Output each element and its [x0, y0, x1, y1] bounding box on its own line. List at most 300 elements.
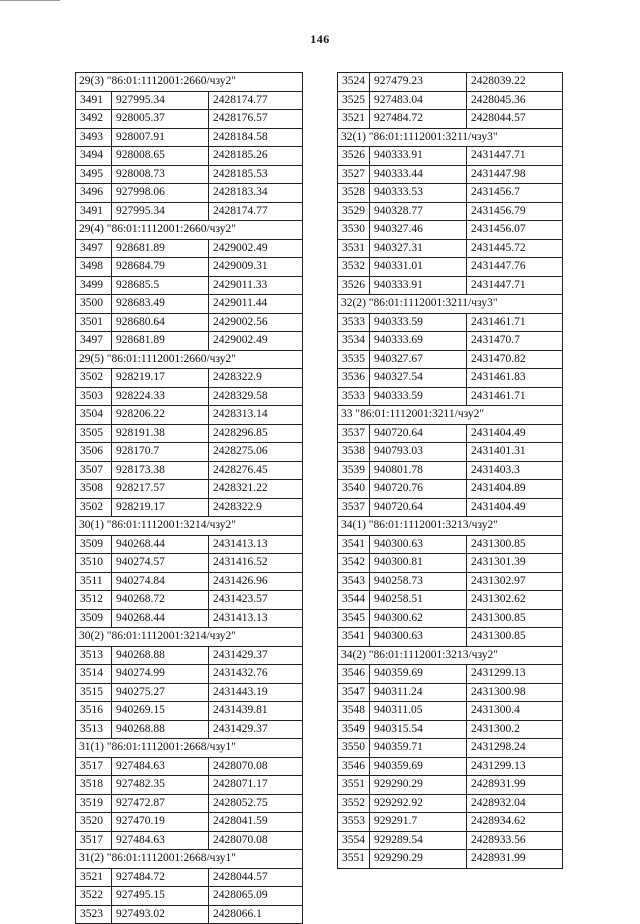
y-coordinate: 2428044.57	[467, 110, 563, 129]
x-coordinate: 940327.46	[370, 221, 467, 240]
table-row	[76, 313, 303, 332]
point-number: 3491	[76, 91, 112, 110]
y-coordinate: 2428184.58	[209, 128, 303, 147]
point-number: 3501	[76, 313, 112, 332]
x-coordinate: 927482.35	[112, 776, 209, 795]
y-coordinate: 2429002.49	[209, 239, 303, 258]
x-coordinate: 940300.81	[370, 554, 467, 573]
table-row	[76, 554, 303, 573]
y-coordinate: 2428045.36	[467, 91, 563, 110]
point-number: 3505	[76, 424, 112, 443]
y-coordinate: 2431447.71	[467, 276, 563, 295]
y-coordinate: 2431300.85	[467, 535, 563, 554]
x-coordinate: 940333.59	[370, 387, 467, 406]
point-number: 3517	[76, 757, 112, 776]
table-row	[338, 424, 563, 443]
table-row	[76, 387, 303, 406]
x-coordinate: 940359.69	[370, 665, 467, 684]
point-number: 3541	[338, 628, 370, 647]
y-coordinate: 2428070.08	[209, 831, 303, 850]
y-coordinate: 2428313.14	[209, 406, 303, 425]
x-coordinate: 940333.53	[370, 184, 467, 203]
y-coordinate: 2429002.56	[209, 313, 303, 332]
x-coordinate: 940801.78	[370, 461, 467, 480]
x-coordinate: 928170.7	[112, 443, 209, 462]
section-header-row	[76, 739, 303, 758]
table-row	[338, 239, 563, 258]
x-coordinate: 927493.02	[112, 905, 209, 924]
table-row	[76, 702, 303, 721]
point-number: 3546	[338, 757, 370, 776]
x-coordinate: 940311.24	[370, 683, 467, 702]
y-coordinate: 2431300.2	[467, 720, 563, 739]
y-coordinate: 2431470.7	[467, 332, 563, 351]
section-header: 29(3) "86:01:1112001:2660/чзу2"	[76, 73, 303, 92]
point-number: 3548	[338, 702, 370, 721]
table-row	[76, 91, 303, 110]
table-row	[338, 813, 563, 832]
y-coordinate: 2429011.33	[209, 276, 303, 295]
table-row	[338, 572, 563, 591]
x-coordinate: 929289.54	[370, 831, 467, 850]
section-header: 30(2) "86:01:1112001:3214/чзу2"	[76, 628, 303, 647]
y-coordinate: 2431300.85	[467, 609, 563, 628]
table-row	[338, 350, 563, 369]
x-coordinate: 940268.44	[112, 609, 209, 628]
y-coordinate: 2428931.99	[467, 850, 563, 869]
y-coordinate: 2431299.13	[467, 665, 563, 684]
y-coordinate: 2431423.57	[209, 591, 303, 610]
section-header: 34(1) "86:01:1112001:3213/чзу2"	[338, 517, 563, 536]
table-row	[76, 239, 303, 258]
table-row	[338, 332, 563, 351]
x-coordinate: 940359.69	[370, 757, 467, 776]
table-row	[338, 276, 563, 295]
point-number: 3537	[338, 424, 370, 443]
y-coordinate: 2431302.97	[467, 572, 563, 591]
table-row	[76, 813, 303, 832]
x-coordinate: 927479.23	[370, 73, 467, 92]
y-coordinate: 2428041.59	[209, 813, 303, 832]
table-row	[76, 147, 303, 166]
point-number: 3540	[338, 480, 370, 499]
point-number: 3506	[76, 443, 112, 462]
section-header: 32(2) "86:01:1112001:3211/чзу3"	[338, 295, 563, 314]
x-coordinate: 940274.84	[112, 572, 209, 591]
point-number: 3539	[338, 461, 370, 480]
table-row	[76, 831, 303, 850]
table-row	[76, 165, 303, 184]
y-coordinate: 2428322.9	[209, 498, 303, 517]
x-coordinate: 927995.34	[112, 202, 209, 221]
point-number: 3497	[76, 332, 112, 351]
x-coordinate: 929292.92	[370, 794, 467, 813]
section-header-row	[338, 406, 563, 425]
table-row	[76, 406, 303, 425]
table-row	[76, 110, 303, 129]
table-row	[76, 480, 303, 499]
point-number: 3513	[76, 720, 112, 739]
x-coordinate: 928681.89	[112, 332, 209, 351]
point-number: 3531	[338, 239, 370, 258]
x-coordinate: 940328.77	[370, 202, 467, 221]
point-number: 3497	[76, 239, 112, 258]
y-coordinate: 2431447.76	[467, 258, 563, 277]
y-coordinate: 2428329.58	[209, 387, 303, 406]
table-row	[338, 258, 563, 277]
section-header-row	[338, 128, 563, 147]
table-row	[338, 591, 563, 610]
section-header: 31(2) "86:01:1112001:2668/чзу1"	[76, 850, 303, 869]
x-coordinate: 940720.76	[370, 480, 467, 499]
point-number: 3502	[76, 498, 112, 517]
x-coordinate: 940269.15	[112, 702, 209, 721]
point-number: 3503	[76, 387, 112, 406]
table-row	[76, 591, 303, 610]
x-coordinate: 940258.51	[370, 591, 467, 610]
table-row	[338, 831, 563, 850]
table-row	[76, 461, 303, 480]
point-number: 3534	[338, 332, 370, 351]
point-number: 3516	[76, 702, 112, 721]
section-header: 32(1) "86:01:1112001:3211/чзу3"	[338, 128, 563, 147]
table-row	[338, 665, 563, 684]
table-row	[338, 794, 563, 813]
y-coordinate: 2428275.06	[209, 443, 303, 462]
section-header-row	[76, 628, 303, 647]
point-number: 3550	[338, 739, 370, 758]
table-row	[338, 387, 563, 406]
table-row	[338, 739, 563, 758]
x-coordinate: 940315.54	[370, 720, 467, 739]
x-coordinate: 928684.79	[112, 258, 209, 277]
x-coordinate: 940333.91	[370, 147, 467, 166]
y-coordinate: 2428931.99	[467, 776, 563, 795]
y-coordinate: 2431456.7	[467, 184, 563, 203]
section-header-row	[76, 73, 303, 92]
point-number: 3525	[338, 91, 370, 110]
y-coordinate: 2431470.82	[467, 350, 563, 369]
y-coordinate: 2431404.49	[467, 424, 563, 443]
table-row	[76, 794, 303, 813]
point-number: 3492	[76, 110, 112, 129]
point-number: 3533	[338, 387, 370, 406]
table-row	[338, 110, 563, 129]
point-number: 3509	[76, 535, 112, 554]
point-number: 3496	[76, 184, 112, 203]
point-number: 3537	[338, 498, 370, 517]
point-number: 3508	[76, 480, 112, 499]
y-coordinate: 2429002.49	[209, 332, 303, 351]
y-coordinate: 2431432.76	[209, 665, 303, 684]
table-body	[338, 73, 563, 869]
x-coordinate: 927495.15	[112, 887, 209, 906]
point-number: 3504	[76, 406, 112, 425]
x-coordinate: 940720.64	[370, 498, 467, 517]
table-row	[338, 73, 563, 92]
point-number: 3515	[76, 683, 112, 702]
x-coordinate: 940268.88	[112, 720, 209, 739]
x-coordinate: 940327.67	[370, 350, 467, 369]
table-row	[76, 665, 303, 684]
table-row	[338, 369, 563, 388]
y-coordinate: 2428174.77	[209, 202, 303, 221]
point-number: 3513	[76, 646, 112, 665]
point-number: 3493	[76, 128, 112, 147]
table-row	[338, 202, 563, 221]
y-coordinate: 2428044.57	[209, 868, 303, 887]
coordinates-table-left	[75, 72, 303, 924]
point-number: 3510	[76, 554, 112, 573]
y-coordinate: 2431301.39	[467, 554, 563, 573]
y-coordinate: 2431456.07	[467, 221, 563, 240]
x-coordinate: 940359.71	[370, 739, 467, 758]
x-coordinate: 928680.64	[112, 313, 209, 332]
y-coordinate: 2431445.72	[467, 239, 563, 258]
x-coordinate: 927484.63	[112, 757, 209, 776]
table-row	[76, 184, 303, 203]
point-number: 3526	[338, 147, 370, 166]
point-number: 3522	[76, 887, 112, 906]
x-coordinate: 928005.37	[112, 110, 209, 129]
point-number: 3554	[338, 831, 370, 850]
point-number: 3511	[76, 572, 112, 591]
x-coordinate: 940333.91	[370, 276, 467, 295]
point-number: 3551	[338, 776, 370, 795]
table-row	[76, 572, 303, 591]
table-row	[76, 369, 303, 388]
point-number: 3529	[338, 202, 370, 221]
y-coordinate: 2428176.57	[209, 110, 303, 129]
y-coordinate: 2429011.44	[209, 295, 303, 314]
x-coordinate: 940311.05	[370, 702, 467, 721]
table-row	[338, 683, 563, 702]
y-coordinate: 2431300.4	[467, 702, 563, 721]
point-number: 3543	[338, 572, 370, 591]
y-coordinate: 2431429.37	[209, 720, 303, 739]
x-coordinate: 940333.44	[370, 165, 467, 184]
point-number: 3520	[76, 813, 112, 832]
y-coordinate: 2428065.09	[209, 887, 303, 906]
y-coordinate: 2431302.62	[467, 591, 563, 610]
table-row	[76, 905, 303, 924]
x-coordinate: 940300.62	[370, 609, 467, 628]
x-coordinate: 929290.29	[370, 850, 467, 869]
x-coordinate: 927470.19	[112, 813, 209, 832]
table-row	[76, 424, 303, 443]
table-row	[338, 850, 563, 869]
x-coordinate: 940268.44	[112, 535, 209, 554]
x-coordinate: 927995.34	[112, 91, 209, 110]
section-header-row	[338, 295, 563, 314]
table-row	[338, 221, 563, 240]
y-coordinate: 2428276.45	[209, 461, 303, 480]
section-header-row	[338, 517, 563, 536]
table-row	[76, 776, 303, 795]
table-row	[76, 276, 303, 295]
y-coordinate: 2431404.89	[467, 480, 563, 499]
point-number: 3524	[338, 73, 370, 92]
section-header-row	[76, 850, 303, 869]
point-number: 3549	[338, 720, 370, 739]
x-coordinate: 940331.01	[370, 258, 467, 277]
table-row	[76, 646, 303, 665]
table-body	[76, 73, 303, 924]
table-row	[338, 91, 563, 110]
section-header-row	[338, 646, 563, 665]
table-row	[76, 757, 303, 776]
point-number: 3502	[76, 369, 112, 388]
y-coordinate: 2431461.71	[467, 313, 563, 332]
table-row	[76, 128, 303, 147]
point-number: 3536	[338, 369, 370, 388]
x-coordinate: 927484.63	[112, 831, 209, 850]
section-header: 34(2) "86:01:1112001:3213/чзу2"	[338, 646, 563, 665]
table-row	[338, 535, 563, 554]
table-row	[338, 498, 563, 517]
point-number: 3546	[338, 665, 370, 684]
y-coordinate: 2428185.53	[209, 165, 303, 184]
x-coordinate: 940300.63	[370, 628, 467, 647]
table-row	[76, 683, 303, 702]
x-coordinate: 940793.03	[370, 443, 467, 462]
x-coordinate: 929290.29	[370, 776, 467, 795]
table-row	[76, 258, 303, 277]
point-number: 3500	[76, 295, 112, 314]
y-coordinate: 2431426.96	[209, 572, 303, 591]
point-number: 3518	[76, 776, 112, 795]
x-coordinate: 928224.33	[112, 387, 209, 406]
table-row	[338, 554, 563, 573]
x-coordinate: 940258.73	[370, 572, 467, 591]
point-number: 3519	[76, 794, 112, 813]
y-coordinate: 2431403.3	[467, 461, 563, 480]
point-number: 3527	[338, 165, 370, 184]
point-number: 3498	[76, 258, 112, 277]
x-coordinate: 929291.7	[370, 813, 467, 832]
y-coordinate: 2431456.79	[467, 202, 563, 221]
y-coordinate: 2431300.98	[467, 683, 563, 702]
point-number: 3494	[76, 147, 112, 166]
point-number: 3535	[338, 350, 370, 369]
y-coordinate: 2428052.75	[209, 794, 303, 813]
section-header-row	[76, 517, 303, 536]
x-coordinate: 928219.17	[112, 369, 209, 388]
table-row	[338, 776, 563, 795]
y-coordinate: 2431447.98	[467, 165, 563, 184]
section-header-row	[76, 350, 303, 369]
x-coordinate: 927484.72	[370, 110, 467, 129]
table-row	[338, 461, 563, 480]
coordinates-table-right	[337, 72, 563, 869]
table-row	[338, 184, 563, 203]
y-coordinate: 2428070.08	[209, 757, 303, 776]
table-row	[76, 720, 303, 739]
table-row	[76, 535, 303, 554]
table-row	[338, 480, 563, 499]
point-number: 3541	[338, 535, 370, 554]
x-coordinate: 940327.31	[370, 239, 467, 258]
x-coordinate: 940333.59	[370, 313, 467, 332]
x-coordinate: 940275.27	[112, 683, 209, 702]
point-number: 3551	[338, 850, 370, 869]
table-row	[76, 295, 303, 314]
y-coordinate: 2428296.85	[209, 424, 303, 443]
table-row	[76, 332, 303, 351]
x-coordinate: 927998.06	[112, 184, 209, 203]
x-coordinate: 940327.54	[370, 369, 467, 388]
point-number: 3491	[76, 202, 112, 221]
page-number: 146	[310, 32, 330, 46]
point-number: 3526	[338, 276, 370, 295]
y-coordinate: 2428185.26	[209, 147, 303, 166]
y-coordinate: 2431413.13	[209, 535, 303, 554]
x-coordinate: 928191.38	[112, 424, 209, 443]
section-header: 29(5) "86:01:1112001:2660/чзу2"	[76, 350, 303, 369]
y-coordinate: 2431439.81	[209, 702, 303, 721]
point-number: 3528	[338, 184, 370, 203]
y-coordinate: 2431429.37	[209, 646, 303, 665]
table-row	[76, 443, 303, 462]
x-coordinate: 928681.89	[112, 239, 209, 258]
point-number: 3509	[76, 609, 112, 628]
y-coordinate: 2428039.22	[467, 73, 563, 92]
point-number: 3512	[76, 591, 112, 610]
y-coordinate: 2428934.62	[467, 813, 563, 832]
y-coordinate: 2431443.19	[209, 683, 303, 702]
point-number: 3507	[76, 461, 112, 480]
y-coordinate: 2431298.24	[467, 739, 563, 758]
point-number: 3545	[338, 609, 370, 628]
x-coordinate: 928219.17	[112, 498, 209, 517]
point-number: 3547	[338, 683, 370, 702]
point-number: 3521	[338, 110, 370, 129]
section-header: 33 "86:01:1112001:3211/чзу2"	[338, 406, 563, 425]
y-coordinate: 2428066.1	[209, 905, 303, 924]
table-row	[76, 868, 303, 887]
x-coordinate: 940333.69	[370, 332, 467, 351]
table-row	[76, 202, 303, 221]
x-coordinate: 927484.72	[112, 868, 209, 887]
point-number: 3532	[338, 258, 370, 277]
y-coordinate: 2431299.13	[467, 757, 563, 776]
y-coordinate: 2431413.13	[209, 609, 303, 628]
y-coordinate: 2428321.22	[209, 480, 303, 499]
x-coordinate: 928217.57	[112, 480, 209, 499]
point-number: 3552	[338, 794, 370, 813]
section-header: 30(1) "86:01:1112001:3214/чзу2"	[76, 517, 303, 536]
table-row	[338, 443, 563, 462]
point-number: 3530	[338, 221, 370, 240]
y-coordinate: 2431404.49	[467, 498, 563, 517]
table-row	[338, 165, 563, 184]
x-coordinate: 928685.5	[112, 276, 209, 295]
x-coordinate: 928173.38	[112, 461, 209, 480]
point-number: 3538	[338, 443, 370, 462]
y-coordinate: 2428071.17	[209, 776, 303, 795]
point-number: 3521	[76, 868, 112, 887]
y-coordinate: 2428933.56	[467, 831, 563, 850]
section-header: 29(4) "86:01:1112001:2660/чзу2"	[76, 221, 303, 240]
x-coordinate: 928206.22	[112, 406, 209, 425]
x-coordinate: 928683.49	[112, 295, 209, 314]
table-row	[76, 498, 303, 517]
y-coordinate: 2428932.04	[467, 794, 563, 813]
x-coordinate: 940274.99	[112, 665, 209, 684]
point-number: 3495	[76, 165, 112, 184]
y-coordinate: 2431461.83	[467, 369, 563, 388]
y-coordinate: 2431401.31	[467, 443, 563, 462]
